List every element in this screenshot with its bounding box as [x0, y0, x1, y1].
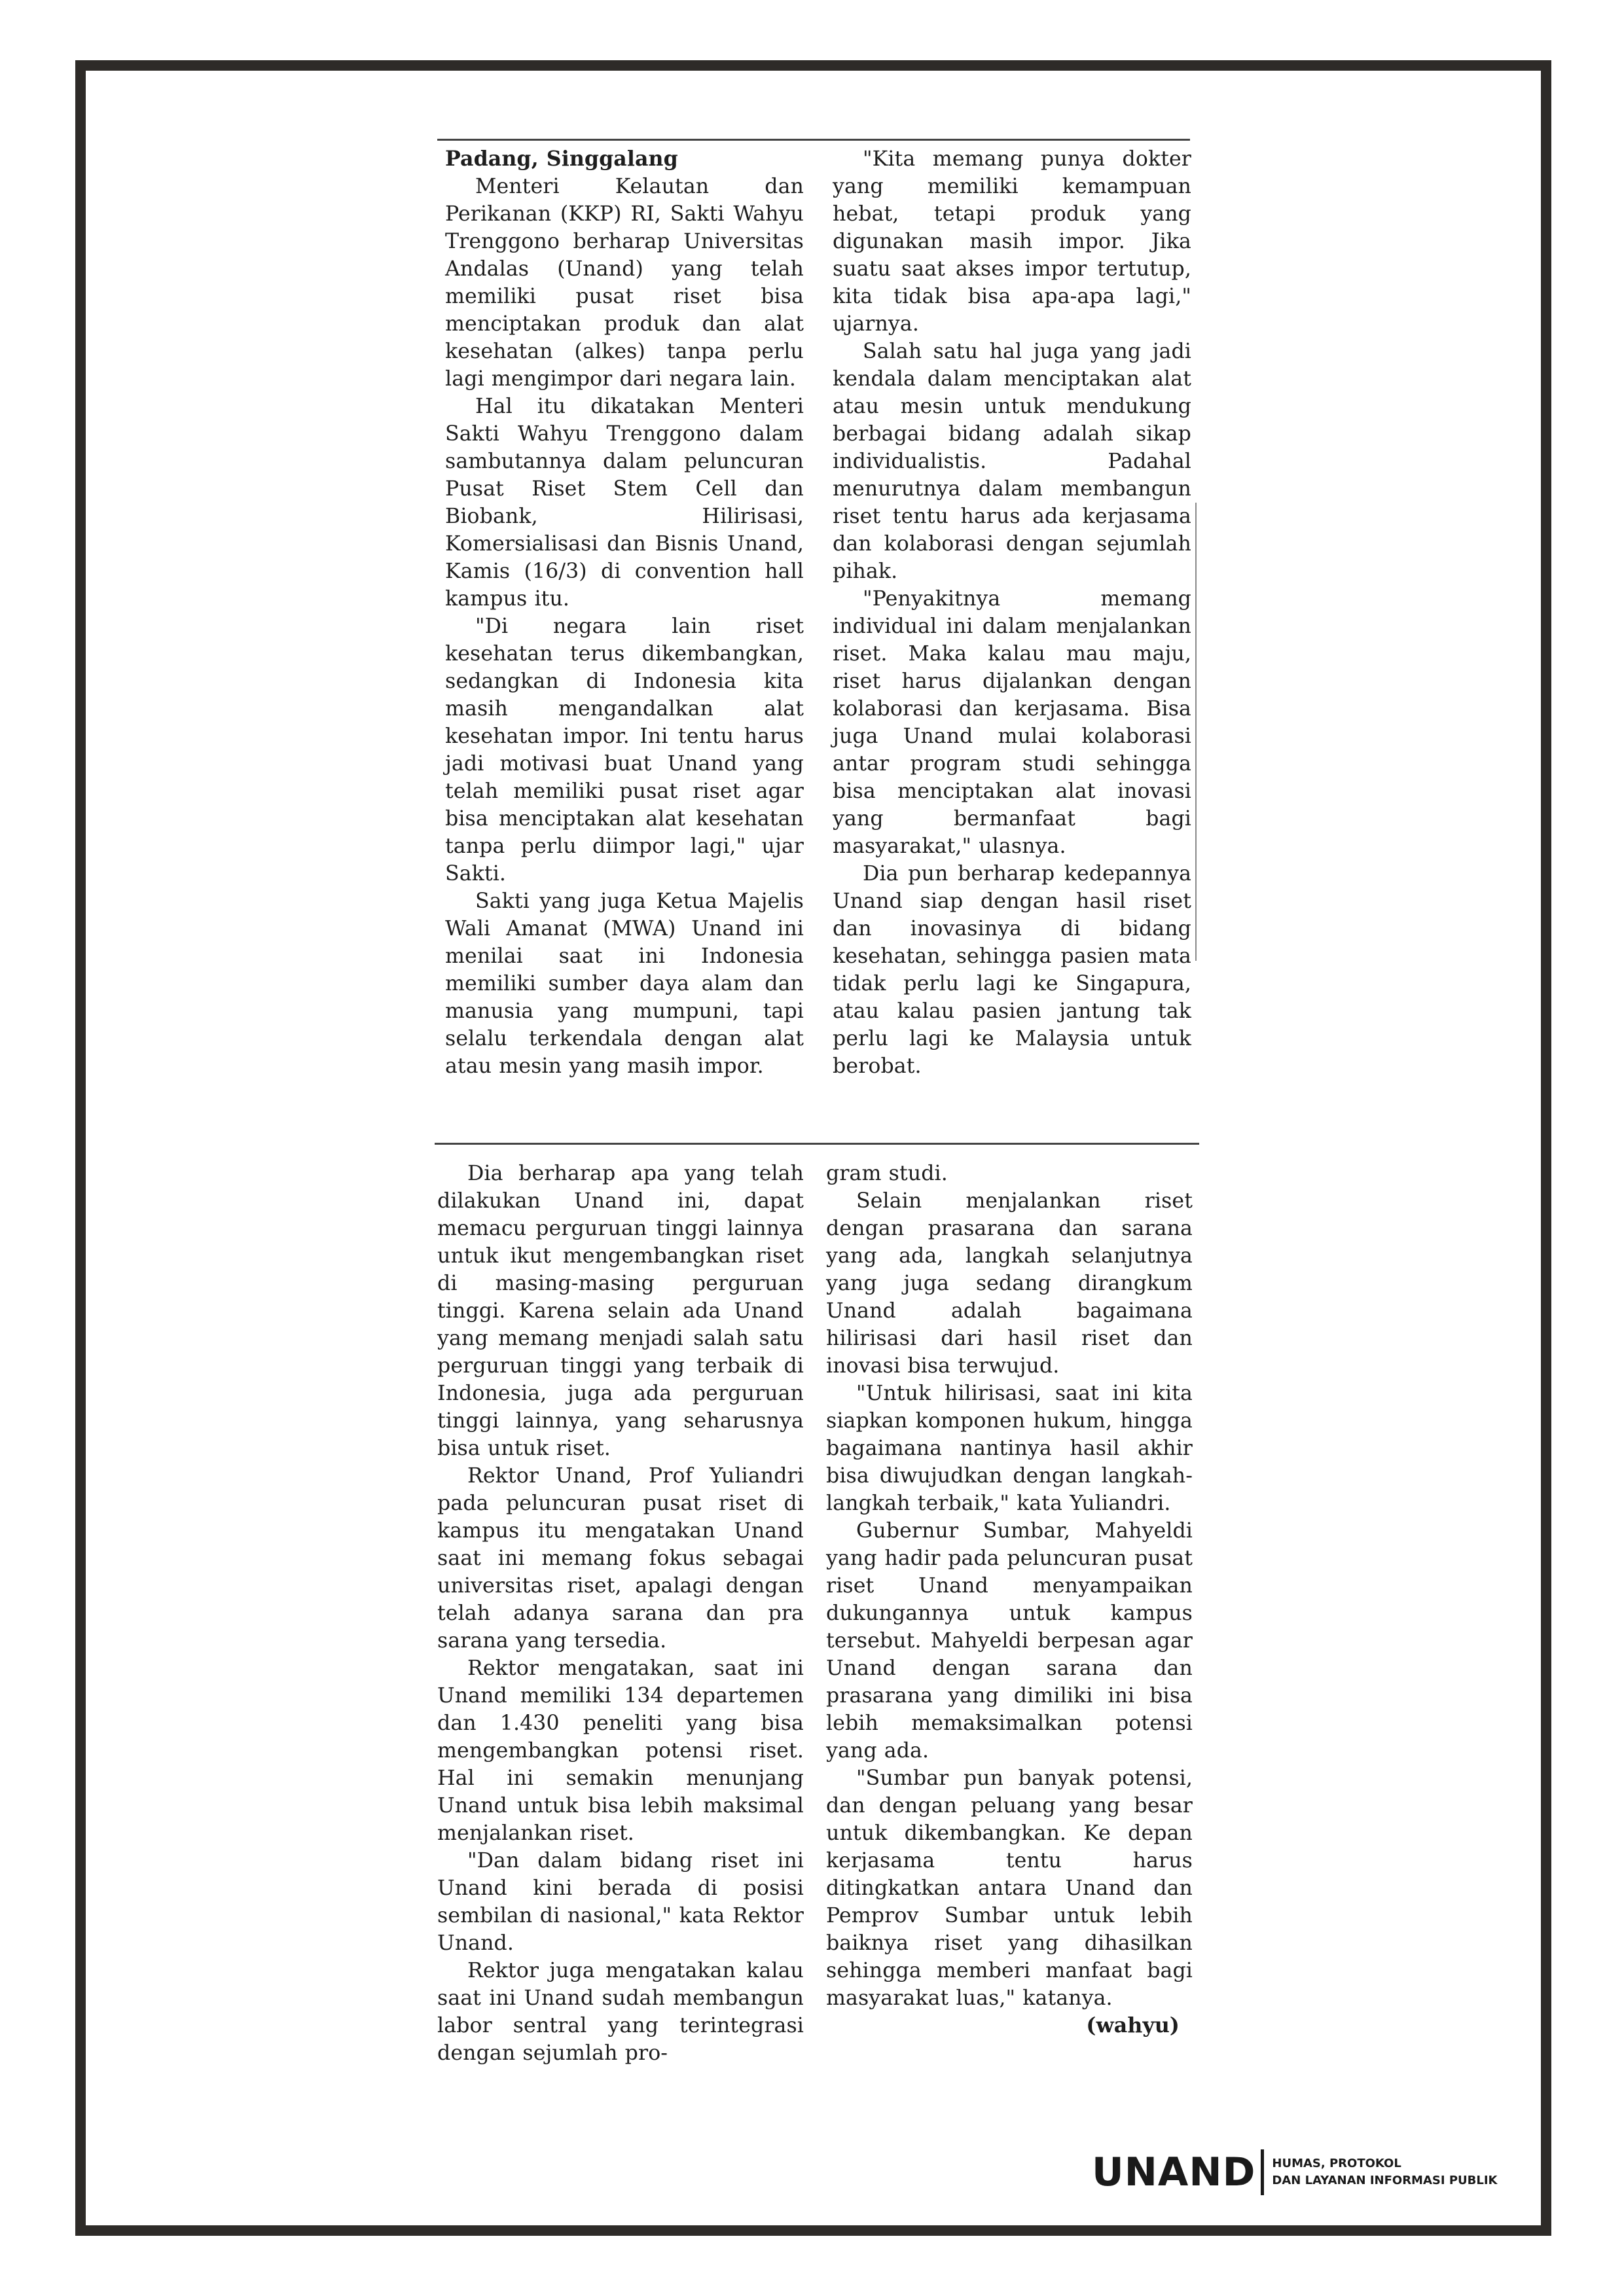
unand-humas-logo [1092, 2149, 1497, 2195]
article-paragraph: "Di negara lain riset kesehatan terus dikembangkan, sedangkan di Indonesia kita masih mengandalkan alat kesehatan impor. Ini tentu harus jadi motivasi buat Unand yang telah memiliki pusat riset agar bisa menciptakan alat kesehatan tanpa perlu diimpor lagi," ujar Sakti. [445, 615, 804, 886]
article-paragraph: Salah satu hal juga yang jadi kendala dalam menciptakan alat atau mesin untuk mendukung berbagai bidang adalah sikap individualistis. Padahal menurutnya dalam membangun riset tentu harus ada kerjasama dan kolaborasi dengan sejumlah pihak. [833, 340, 1191, 583]
column-edge-line [1195, 503, 1197, 961]
bottom-rule [435, 1143, 1199, 1145]
article-paragraph: Dia pun berharap kedepannya Unand siap dengan hasil riset dan inovasinya di bidang kesehatan, sehingga pasien mata tidak perlu lagi ke Singapura, atau kalau pasien jantung tak perlu lagi ke Malaysia untuk berobat. [833, 862, 1191, 1078]
news-clipping-top [437, 136, 1199, 1098]
byline: (wahyu) [1086, 2013, 1180, 2037]
article-column-1 [445, 145, 804, 1080]
logo-subtitle-line-2: DAN LAYANAN INFORMASI PUBLIK [1272, 2174, 1498, 2187]
logo-subtitle-line-1: HUMAS, PROTOKOL [1272, 2157, 1401, 2170]
logo-subtitle [1272, 2155, 1497, 2189]
logo-wordmark: UNAND [1092, 2149, 1256, 2195]
article-paragraph: Gubernur Sumbar, Mahyeldi yang hadir pada peluncuran pusat riset Unand menyampaikan dukungannya untuk kampus tersebut. Mahyeldi berpesan agar Unand dengan sarana dan prasarana yang dimiliki ini bisa lebih memaksimalkan potensi yang ada. [826, 1519, 1193, 1763]
article-paragraph: Selain menjalankan riset dengan prasarana dan sarana yang ada, langkah selanjutnya yang juga sedang dirangkum Unand adalah bagaimana hilirisasi dari hasil riset dan inovasi bisa terwujud. [826, 1189, 1193, 1378]
article-paragraph: Menteri Kelautan dan Perikanan (KKP) RI, Sakti Wahyu Trenggono berharap Universitas Andalas (Unand) yang telah memiliki pusat riset bisa menciptakan produk dan alat kesehatan (alkes) tanpa perlu lagi mengimpor dari negara lain. [445, 175, 804, 391]
article-paragraph: Sakti yang juga Ketua Majelis Wali Amanat (MWA) Unand ini menilai saat ini Indonesia memiliki sumber daya alam dan manusia yang mumpuni, tapi selalu terkendala dengan alat atau mesin yang masih impor. [445, 889, 804, 1078]
article-paragraph: "Penyakitnya memang individual ini dalam menjalankan riset. Maka kalau mau maju, riset harus dijalankan dengan kolaborasi dan kerjasama. Bisa juga Unand mulai kolaborasi antar program studi sehingga bisa menciptakan alat inovasi yang bermanfaat bagi masyarakat," ulasnya. [833, 587, 1191, 858]
article-paragraph: "Untuk hilirisasi, saat ini kita siapkan komponen hukum, hingga bagaimana nantinya hasil akhir bisa diwujudkan dengan langkah-langkah terbaik," kata Yuliandri. [826, 1382, 1193, 1515]
article-paragraph: Dia berharap apa yang telah dilakukan Unand ini, dapat memacu perguruan tinggi lainnya untuk ikut mengembangkan riset di masing-masing perguruan tinggi. Karena selain ada Unand yang memang menjadi salah satu perguruan tinggi yang terbaik di Indonesia, juga ada perguruan tinggi lainnya, yang seharusnya bisa untuk riset. [437, 1162, 804, 1460]
article-paragraph: gram studi. [826, 1162, 948, 1185]
news-clipping-bottom [425, 1141, 1202, 2092]
article-column-2 [833, 145, 1191, 1080]
article-column-4 [826, 1160, 1193, 2039]
article-paragraph: Rektor Unand, Prof Yuliandri pada peluncuran pusat riset di kampus itu mengatakan Unand saat ini memang fokus sebagai universitas riset, apalagi dengan telah adanya sarana dan pra sarana yang tersedia. [437, 1464, 804, 1653]
article-paragraph: "Sumbar pun banyak potensi, dan dengan peluang yang besar untuk dikembangkan. Ke depan kerjasama tentu harus ditingkatkan antara Unand dan Pemprov Sumbar untuk lebih baiknya riset yang dihasilkan sehingga memberi manfaat bagi masyarakat luas," katanya. [826, 1767, 1193, 2010]
article-paragraph: "Kita memang punya dokter yang memiliki kemampuan hebat, tetapi produk yang digunakan masih impor. Jika suatu saat akses impor tertutup, kita tidak bisa apa-apa lagi," ujarnya. [833, 147, 1191, 336]
logo-divider [1261, 2149, 1264, 2195]
top-rule [437, 139, 1190, 141]
article-column-3 [437, 1160, 804, 2067]
article-paragraph: "Dan dalam bidang riset ini Unand kini berada di posisi sembilan di nasional," kata Rektor Unand. [437, 1849, 804, 1955]
dateline: Padang, Singgalang [445, 147, 678, 171]
article-paragraph: Rektor mengatakan, saat ini Unand memiliki 134 departemen dan 1.430 peneliti yang bisa mengembangkan potensi riset. Hal ini semakin menunjang Unand untuk bisa lebih maksimal menjalankan riset. [437, 1657, 804, 1845]
article-paragraph: Rektor juga mengatakan kalau saat ini Unand sudah membangun labor sentral yang terintegrasi dengan sejumlah pro- [437, 1959, 804, 2065]
article-paragraph: Hal itu dikatakan Menteri Sakti Wahyu Trenggono dalam sambutannya dalam peluncuran Pusat Riset Stem Cell dan Biobank, Hilirisasi, Komersialisasi dan Bisnis Unand, Kamis (16/3) di convention hall kampus itu. [445, 395, 804, 611]
